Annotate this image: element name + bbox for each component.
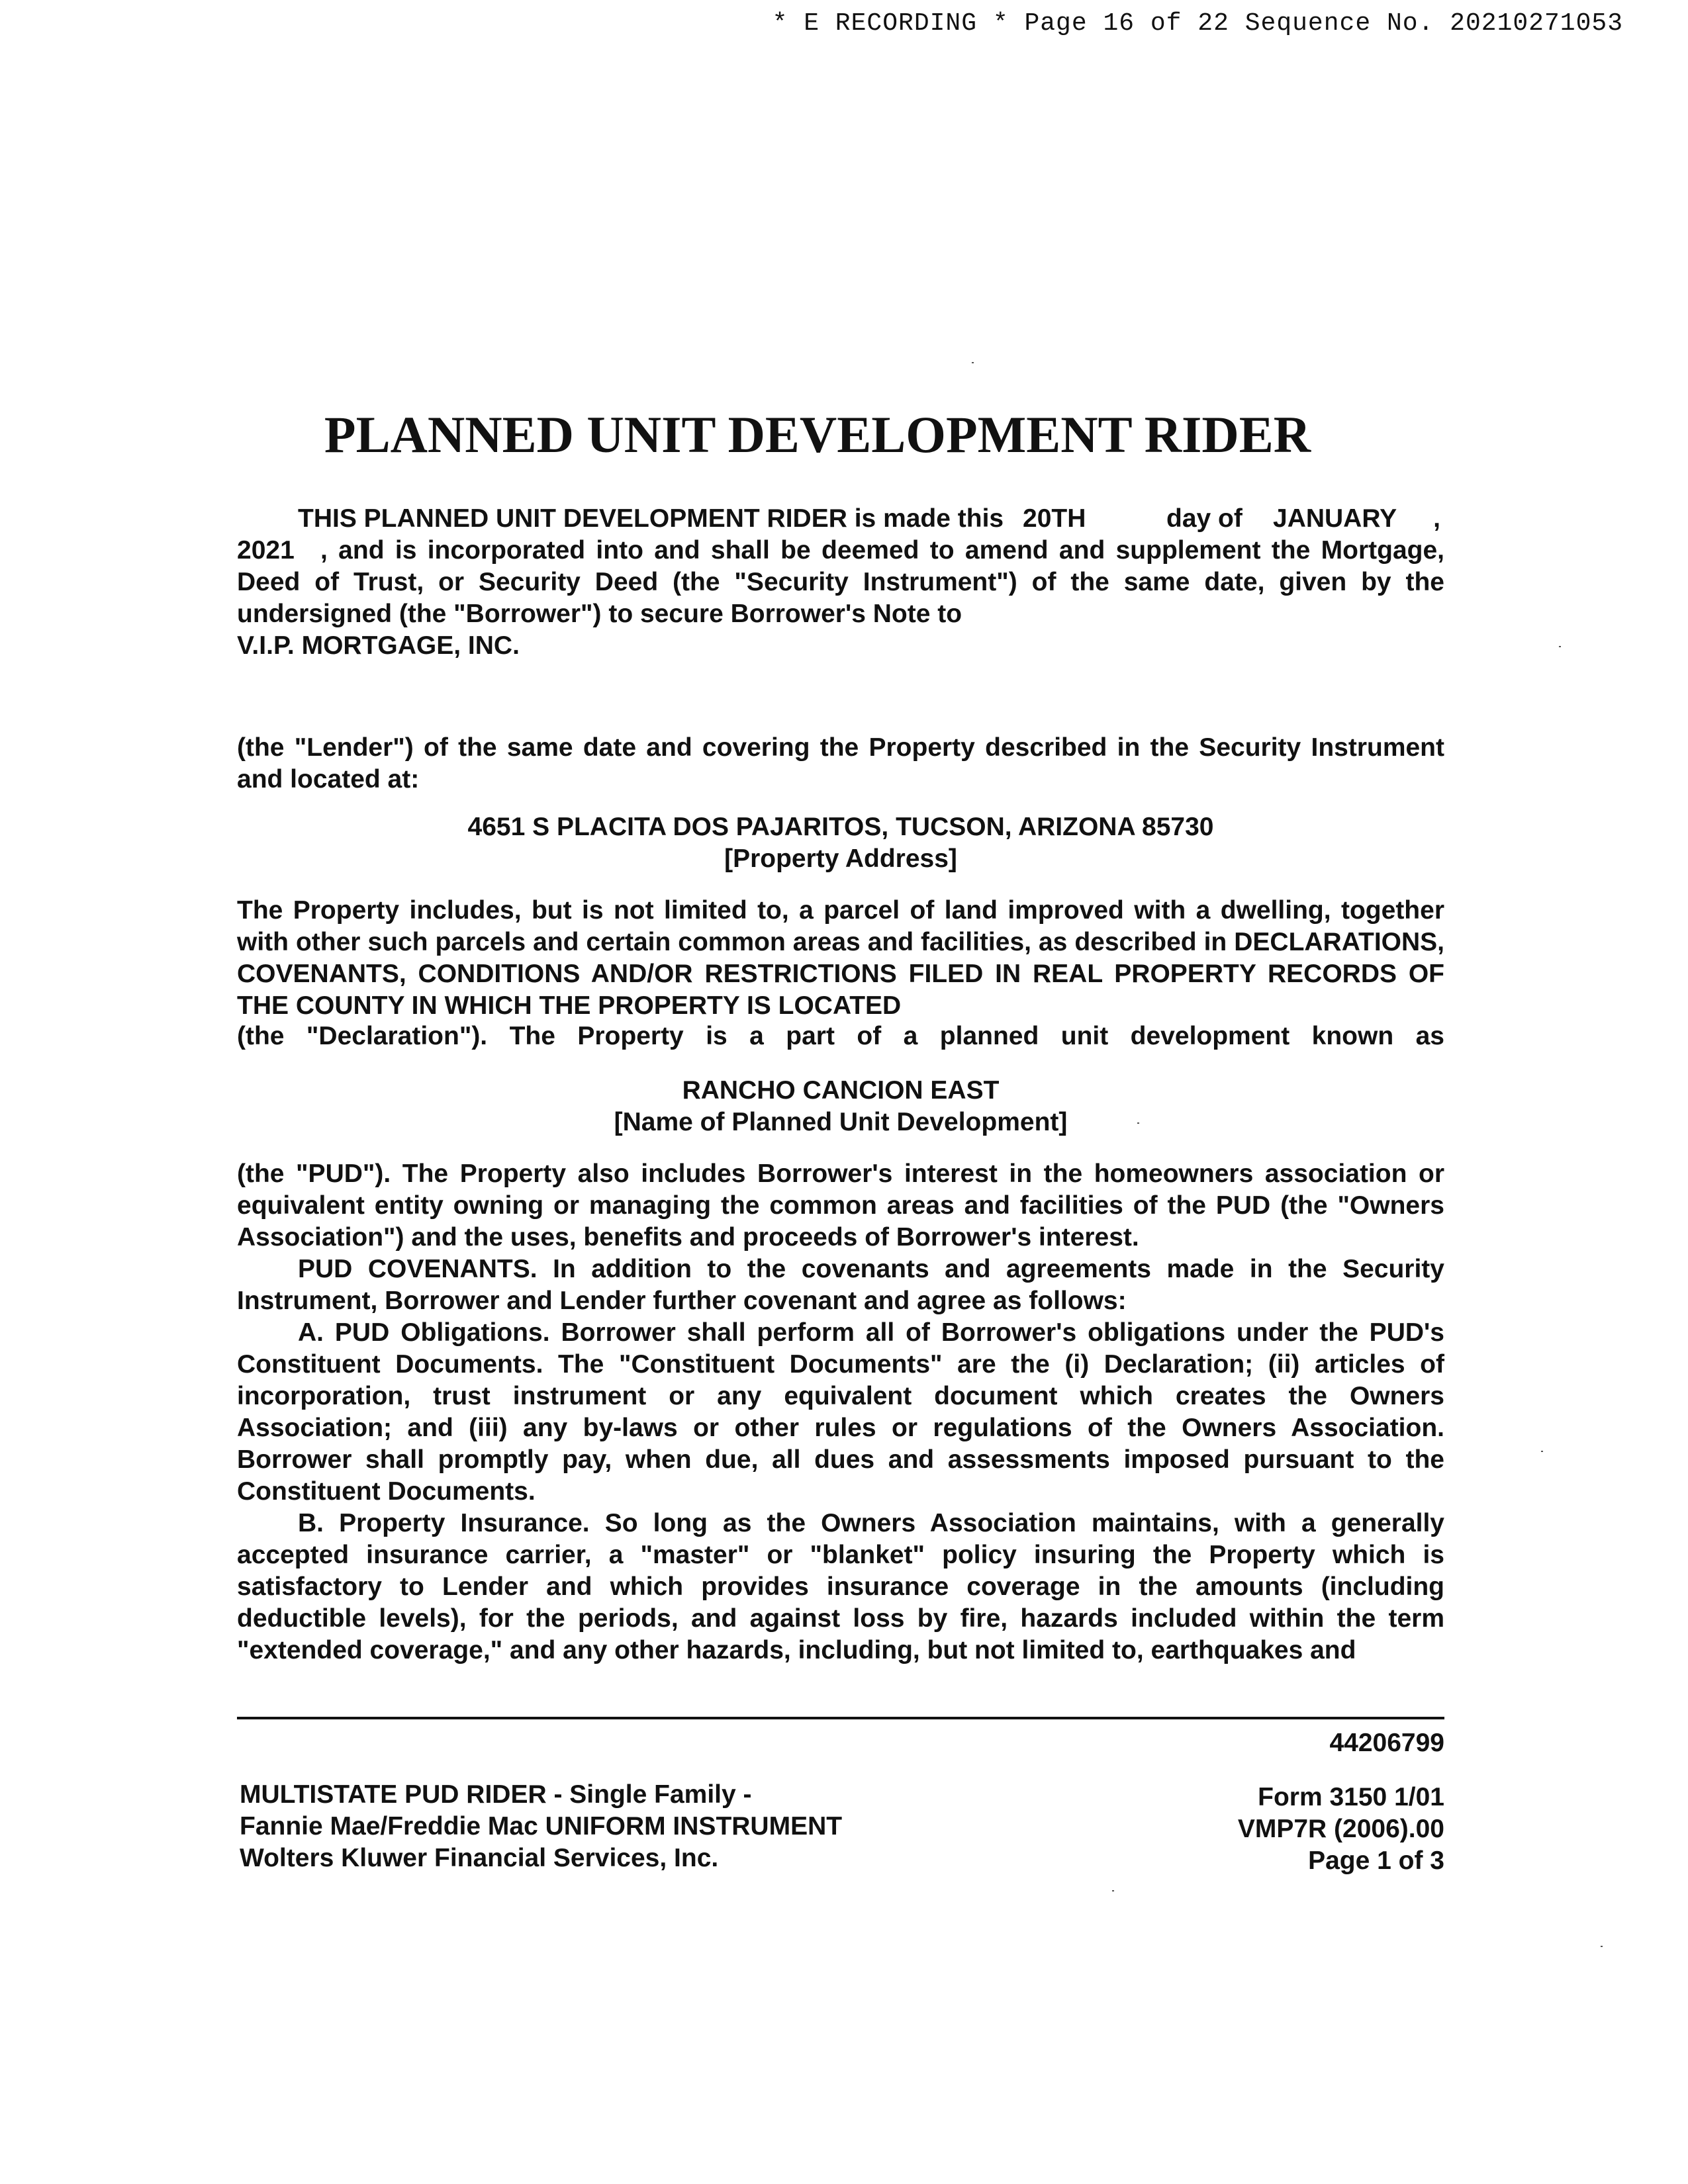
intro-prefix: THIS PLANNED UNIT DEVELOPMENT RIDER is made this	[298, 504, 1004, 533]
pud-name: RANCHO CANCION EAST	[682, 1076, 1000, 1105]
lender-clause: (the "Lender") of the same date and covering the Property described in the Security Instrument and located at:	[237, 733, 1444, 794]
covenants-paragraph: PUD COVENANTS. In addition to the covenants and agreements made in the Security Instrument, Borrower and Lender further covenant and agree as follows:	[237, 1255, 1444, 1315]
pud-paragraph: (the "PUD"). The Property also includes Borrower's interest in the homeowners association or equivalent entity owning or managing the common areas and facilities of the PUD (the "Owners Association") and the uses, benefits and proceeds of Borrower's interest.	[237, 1160, 1444, 1251]
page-number: Page 1 of 3	[1308, 1846, 1444, 1875]
form-number: Form 3150 1/01	[1258, 1783, 1444, 1811]
scan-speck	[1559, 646, 1561, 647]
declaration-clause: (the "Declaration"). The Property is a part of a planned unit development known as	[237, 1022, 1444, 1050]
scan-speck	[1137, 1122, 1139, 1124]
property-address-caption: [Property Address]	[724, 844, 957, 873]
page-title: PLANNED UNIT DEVELOPMENT RIDER	[324, 406, 1311, 463]
footer-left	[240, 1779, 842, 1874]
vmp-number: VMP7R (2006).00	[1237, 1815, 1444, 1843]
loan-number: 44206799	[1329, 1729, 1444, 1757]
scan-speck	[1601, 1946, 1603, 1947]
scan-speck	[1112, 1890, 1114, 1891]
property-address: 4651 S PLACITA DOS PAJARITOS, TUCSON, ARIZONA 85730	[467, 813, 1214, 841]
footer-line: Wolters Kluwer Financial Services, Inc.	[240, 1844, 719, 1872]
intro-year: 2021	[237, 536, 295, 565]
scan-speck	[972, 362, 974, 363]
intro-rest: , and is incorporated into and shall be deemed to amend and supplement the Mortgage, Deed of Trust, or Security Deed (the "Security Instrument") of the same date, given by the undersigned (the "Borrower") to secure Borrower's Note to	[237, 536, 1444, 628]
intro-paragraph	[237, 503, 1444, 662]
lender-name: V.I.P. MORTGAGE, INC.	[237, 631, 520, 660]
footer-right	[1238, 1727, 1444, 1877]
pud-name-caption: [Name of Planned Unit Development]	[614, 1108, 1068, 1136]
intro-day-of: day of	[1166, 504, 1243, 533]
scan-speck	[1541, 1451, 1543, 1452]
section-a: A. PUD Obligations. Borrower shall perform all of Borrower's obligations under the PUD's Constituent Documents. The "Constituent Documents" are the (i) Declaration; (ii) articles of incorporation, trust instrument or any equivalent document which creates the Owners Association; and (iii) any by-laws or other rules or regulations of the Owners Association. Borrower shall promptly pay, when due, all dues and assessments imposed pursuant to the Constituent Documents.	[237, 1318, 1444, 1506]
footer-line: Fannie Mae/Freddie Mac UNIFORM INSTRUMENT	[240, 1812, 843, 1841]
intro-month: JANUARY	[1273, 504, 1397, 533]
recording-header: * E RECORDING * Page 16 of 22 Sequence No. 20210271053	[772, 9, 1623, 38]
declaration-text: The Property includes, but is not limited to, a parcel of land improved with a dwelling, together with other such parcels and certain common areas and facilities, as described in DECLARATIONS, COVENANTS, CONDITIONS AND/OR RESTRICTIONS FILED IN REAL PROPERTY RECORDS OF THE COUNTY IN WHICH THE PROPERTY IS LOCATED	[237, 896, 1444, 1020]
intro-day: 20TH	[1023, 504, 1086, 533]
footer-divider	[237, 1717, 1444, 1719]
intro-comma: ,	[1433, 504, 1440, 533]
section-b: B. Property Insurance. So long as the Owners Association maintains, with a generally accepted insurance carrier, a "master" or "blanket" policy insuring the Property which is satisfactory to Lender and which provides insurance coverage in the amounts (including deductible levels), for the periods, and against loss by fire, hazards included within the term "extended coverage," and any other hazards, including, but not limited to, earthquakes and	[237, 1509, 1444, 1664]
footer-line: MULTISTATE PUD RIDER - Single Family -	[240, 1780, 752, 1809]
